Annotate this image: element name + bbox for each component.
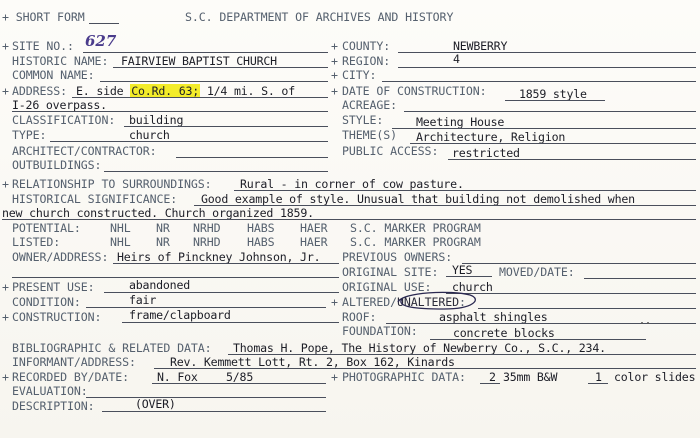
potential-habs: HABS — [247, 221, 275, 235]
potential-marker: S.C. MARKER PROGRAM — [350, 221, 481, 235]
construction-date-line — [505, 100, 605, 101]
classification-label: CLASSIFICATION: — [12, 113, 116, 127]
address-highlight: Co.Rd. 63; — [131, 84, 200, 98]
photographic-text1: 35mm B&W — [503, 370, 558, 384]
description-line — [102, 411, 326, 412]
original-use-label: ORIGINAL USE: — [342, 280, 432, 294]
moved-date-label: MOVED/DATE: — [499, 265, 575, 279]
photographic-count1: 2 — [489, 370, 496, 384]
recorded-label: RECORDED BY/DATE: — [12, 370, 129, 384]
significance-rule2 — [2, 219, 696, 220]
photographic-count2: 1 — [595, 370, 602, 384]
present-use-value: abandoned — [129, 278, 191, 292]
original-use-value: church — [452, 280, 493, 294]
photographic-count1-line — [480, 383, 500, 384]
marker: + — [2, 177, 9, 191]
public-access-line — [448, 159, 696, 160]
common-name-line — [100, 81, 328, 82]
type-line — [50, 141, 328, 142]
address-line — [72, 97, 328, 98]
altered-label: ALTERED/UNALTERED: — [342, 295, 466, 309]
region-line — [398, 67, 696, 68]
region-label: REGION: — [342, 54, 391, 68]
common-name-label: COMMON NAME: — [12, 68, 95, 82]
marker: + — [331, 39, 338, 53]
classification-line — [124, 126, 328, 127]
classification-value: building — [129, 113, 184, 127]
condition-value: fair — [129, 293, 157, 307]
owner-value: Heirs of Pinckney Johnson, Jr. — [117, 250, 321, 264]
region-value: 4 — [453, 52, 460, 66]
roof-value: asphalt shingles — [439, 310, 548, 324]
marker: + — [2, 280, 9, 294]
bibliographic-label: BIBLIOGRAPHIC & RELATED DATA: — [12, 341, 212, 355]
site-no-label: SITE NO.: — [12, 39, 74, 53]
type-value: church — [129, 128, 170, 142]
address-value: E. side Co.Rd. 63; 1/4 mi. S. of — [76, 84, 295, 98]
photographic-text2: color slides — [614, 370, 696, 384]
marker: + — [331, 370, 338, 384]
recorded-line — [152, 383, 326, 384]
present-use-label: PRESENT USE: — [12, 280, 95, 294]
photographic-label: PHOTOGRAPHIC DATA: — [342, 370, 466, 384]
potential-nhl: NHL — [110, 221, 131, 235]
recorded-date: 5/85 — [226, 370, 254, 384]
county-label: COUNTY: — [342, 39, 391, 53]
potential-haer: HAER — [300, 221, 328, 235]
site-no-value: 627 — [85, 32, 117, 50]
historic-name-value: FAIRVIEW BAPTIST CHURCH — [121, 54, 277, 68]
bibliographic-value: Thomas H. Pope, The History of Newberry Co., S.C., 234. — [233, 341, 606, 355]
marker: + — [331, 295, 338, 309]
potential-nrhd: NRHD — [193, 221, 221, 235]
marker: + — [2, 84, 9, 98]
photographic-count2-line — [588, 383, 608, 384]
unaltered-circled: UNALTERED — [397, 295, 459, 309]
owner-label: OWNER/ADDRESS: — [12, 250, 109, 264]
evaluation-label: EVALUATION: — [12, 384, 88, 398]
outbuildings-label: OUTBUILDINGS: — [12, 158, 102, 172]
outbuildings-line — [104, 171, 328, 172]
form-title: S.C. DEPARTMENT OF ARCHIVES AND HISTORY — [185, 10, 454, 24]
moved-date-line — [584, 278, 696, 279]
construction-line — [122, 322, 339, 323]
evaluation-line — [86, 397, 326, 398]
relationship-value: Rural - in corner of cow pasture. — [240, 177, 464, 191]
county-value: NEWBERRY — [453, 39, 508, 53]
marker: + — [331, 84, 338, 98]
foundation-label: FOUNDATION: — [342, 324, 418, 338]
listed-habs: HABS — [247, 235, 275, 249]
relationship-line — [234, 190, 696, 191]
previous-owners-label: PREVIOUS OWNERS: — [342, 250, 453, 264]
style-value: Meeting House — [416, 115, 505, 129]
architect-line — [176, 157, 328, 158]
recorded-name: N. Fox — [157, 370, 198, 384]
city-line — [382, 81, 696, 82]
public-access-label: PUBLIC ACCESS: — [342, 144, 439, 158]
foundation-value: concrete blocks — [453, 326, 555, 340]
address-line2: I-26 overpass. — [12, 98, 107, 112]
city-label: CITY: — [342, 68, 377, 82]
relationship-label: RELATIONSHIP TO SURROUNDINGS: — [12, 177, 212, 191]
informant-value: Rev. Kemmett Lott, Rt. 2, Box 162, Kinards — [170, 355, 455, 369]
owner-line — [113, 263, 339, 264]
marker: + — [331, 54, 338, 68]
themes-label: THEME(S) — [342, 128, 398, 142]
marker: + — [2, 39, 9, 53]
acreage-line — [404, 111, 696, 112]
construction-value: frame/clapboard — [129, 308, 231, 322]
address-label: ADDRESS: — [12, 84, 68, 98]
listed-nr: NR — [156, 235, 170, 249]
historic-name-line — [113, 67, 328, 68]
significance-line2: new church constructed. Church organized 1859. — [2, 206, 314, 220]
architect-label: ARCHITECT/CONTRACTOR: — [12, 144, 157, 158]
original-use-line — [446, 293, 696, 294]
foundation-line — [430, 339, 646, 340]
informant-line — [154, 368, 696, 369]
construction-label: CONSTRUCTION: — [12, 310, 102, 324]
listed-label: LISTED: — [12, 235, 61, 249]
informant-label: INFORMANT/ADDRESS: — [12, 355, 136, 369]
style-line — [392, 128, 696, 129]
listed-nhl: NHL — [110, 235, 131, 249]
construction-date-label: DATE OF CONSTRUCTION: — [342, 84, 487, 98]
historic-name-label: HISTORIC NAME: — [12, 54, 109, 68]
significance-line1: Good example of style. Unusual that building not demolished when — [201, 192, 635, 206]
listed-haer: HAER — [300, 235, 328, 249]
marker: + — [2, 370, 9, 384]
acreage-label: ACREAGE: — [342, 98, 398, 112]
short-form-line — [89, 23, 119, 24]
address-line2-rule — [12, 111, 328, 112]
altered-line — [478, 308, 696, 309]
original-site-label: ORIGINAL SITE: — [342, 265, 439, 279]
marker: + — [2, 310, 9, 324]
short-form-label: + SHORT FORM — [2, 10, 85, 24]
unaltered-circle-mark — [392, 289, 480, 311]
listed-marker: S.C. MARKER PROGRAM — [350, 235, 481, 249]
marker: + — [331, 68, 338, 82]
previous-owners-line — [462, 263, 696, 264]
construction-date-value: 1859 style — [519, 87, 587, 101]
potential-label: POTENTIAL: — [12, 221, 81, 235]
type-label: TYPE: — [12, 128, 47, 142]
original-site-value: YES — [452, 263, 473, 277]
significance-label: HISTORICAL SIGNIFICANCE: — [12, 192, 178, 206]
county-line — [398, 52, 696, 53]
condition-label: CONDITION: — [12, 295, 81, 309]
description-value: (OVER) — [135, 397, 176, 411]
stray-mark — [640, 320, 652, 326]
roof-label: ROOF: — [342, 310, 377, 324]
listed-nrhd: NRHD — [193, 235, 221, 249]
potential-nr: NR — [156, 221, 170, 235]
style-label: STYLE: — [342, 113, 384, 127]
description-label: DESCRIPTION: — [12, 399, 95, 413]
public-access-value: restricted — [452, 146, 520, 160]
themes-value: Architecture, Religion — [416, 130, 566, 144]
themes-line — [410, 143, 696, 144]
site-no-line — [83, 52, 328, 53]
original-site-line — [446, 276, 492, 277]
